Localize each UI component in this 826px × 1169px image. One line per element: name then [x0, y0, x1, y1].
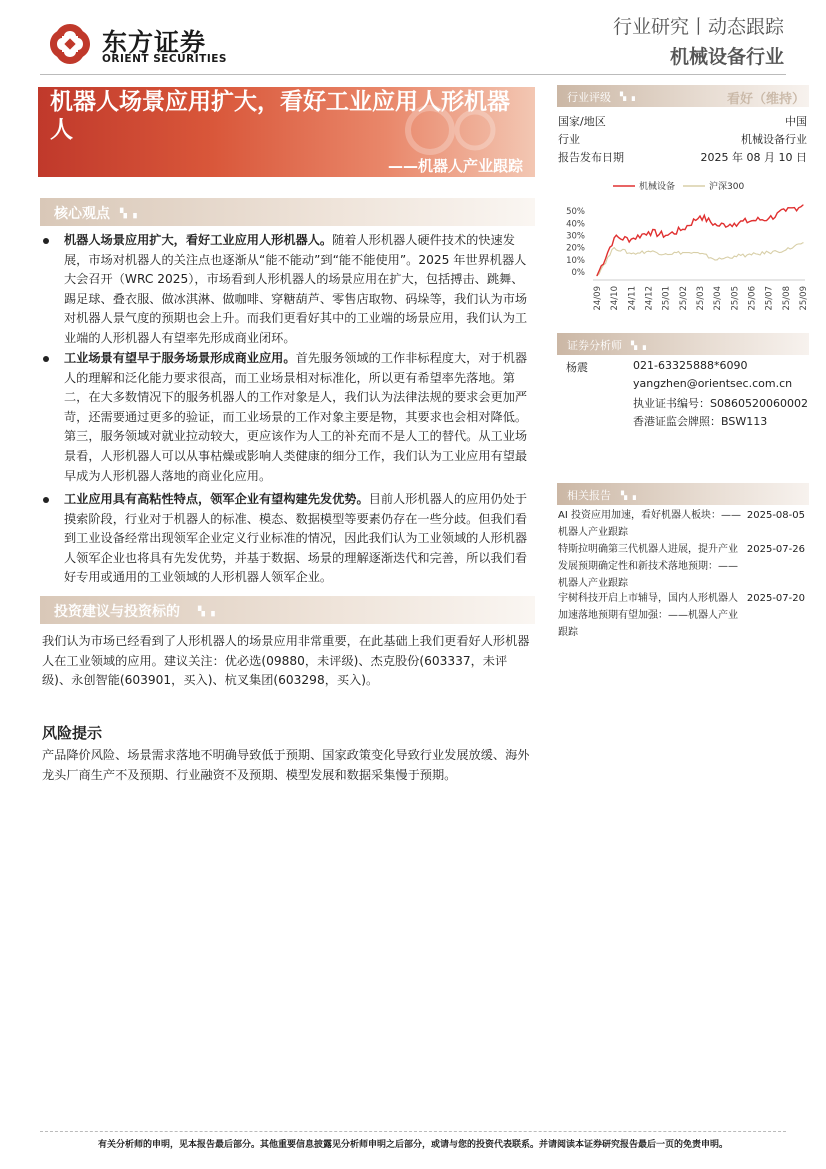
core-viewpoint-title: 核心观点	[54, 206, 110, 222]
series-line-1	[597, 243, 803, 276]
footer-disclaimer: 有关分析师的申明，见本报告最后部分。其他重要信息披露见分析师申明之后部分，或请与您的投资代表联系。并请阅读本证券研究报告最后一页的免责申明。	[97, 1140, 728, 1150]
legend-label-1: 沪深300	[709, 182, 745, 192]
data-point-0	[631, 238, 632, 239]
data-point-1	[682, 252, 683, 253]
bullet-icon	[43, 356, 49, 362]
y-tick-label: 30%	[566, 231, 585, 242]
section-dots-icon: ▚ ▗	[631, 341, 646, 350]
chart-axes	[566, 207, 809, 310]
related-report-1[interactable]	[558, 507, 748, 541]
chart-legend	[613, 180, 744, 192]
data-point-0	[802, 204, 803, 205]
section-dots-icon: ▚ ▗	[620, 92, 635, 101]
data-point-1	[665, 253, 666, 254]
data-point-0	[717, 225, 718, 226]
data-point-0	[734, 223, 735, 224]
report-subtitle: ——机器人产业跟踪	[387, 157, 523, 175]
y-tick-label: 50%	[566, 207, 585, 218]
bullet-text: 首先服务领域的工作非标程度大，对于机器人的理解和泛化能力要求很高，而工业场景相对标准化，所以更有希望率先落地。第二，在大多数情况下的服务机器人的工作对象是人，我们认为法律法规的要求会更加严苛，还需要通过更多的验证，而工业场景的工作对象主要是物，其要求也会相对降低。第三，服务领域对就业拉动较大，更应该作为人工的补充而不是人工的替代。从工业场景看，人形机器人可以从事枯燥或影响人类健康的细分工作，我们认为工业应用有望最早成为人形机器人落地的商业化应用。	[64, 351, 528, 483]
analyst-phone: 021-63325888*6090	[633, 359, 748, 372]
core-bullet-2	[64, 349, 529, 486]
investment-text: 我们认为市场已经看到了人形机器人的场景应用非常重要，在此基础上我们更看好人形机器人在工业领域的应用。建议关注：优必选(09880，未评级)、杰克股份(603337，未评级)、永创智能(603901，买入)、杭叉集团(603298，买入)。	[42, 634, 530, 688]
rating-value: 看好（维持）	[726, 92, 805, 107]
x-tick-label: 25/02	[678, 286, 689, 311]
bullet-lead: 工业场景有望早于服务场景形成商业应用。	[64, 351, 296, 365]
bullet-text: 目前人形机器人的应用仍处于摸索阶段，行业对于机器人的标准、模态、数据模型等要素仍存在一些分歧。但我们看到工业设备经常出现领军企业定义行业标准的情况，因此我们认为工业领域的人形机器人领军企业也将具有先发优势，并基于数据、场景的理解逐渐迭代和完善，所以我们看好专用或通用的工业领域的人形机器人领军企业。	[64, 492, 528, 585]
x-tick-label: 25/07	[764, 286, 775, 311]
info-value: 中国	[785, 115, 807, 128]
investment-title: 投资建议与投资标的	[54, 604, 180, 620]
header-divider	[40, 74, 786, 75]
related-date: 2025-07-26	[746, 544, 805, 555]
y-tick-label: 10%	[566, 255, 585, 266]
core-bullet-3	[64, 490, 529, 588]
analyst-title: 证券分析师	[567, 339, 622, 352]
related-report-3[interactable]	[558, 590, 748, 641]
data-point-1	[734, 256, 735, 257]
report-category: 行业研究丨动态跟踪	[612, 16, 784, 38]
footer-divider	[40, 1131, 786, 1133]
logo-chinese-name: 东方证券	[102, 28, 207, 57]
y-tick-label: 0%	[571, 267, 585, 278]
x-tick-label: 25/05	[730, 286, 741, 311]
rating-label: 行业评级	[567, 91, 611, 104]
bullet-icon	[43, 497, 49, 503]
company-logo-icon	[48, 22, 92, 66]
x-tick-label: 25/03	[696, 286, 706, 311]
analyst-name: 杨震	[566, 361, 588, 374]
data-point-1	[699, 253, 700, 254]
core-bullet-1	[64, 231, 529, 349]
x-tick-label: 25/08	[781, 286, 792, 311]
legend-label-0: 机械设备	[639, 182, 676, 192]
analyst-hk-license: 香港证监会牌照：BSW113	[633, 415, 768, 428]
data-point-1	[631, 253, 632, 254]
logo-english-name: ORIENT SECURITIES	[102, 53, 227, 65]
related-report-2[interactable]	[558, 541, 748, 592]
info-label: 报告发布日期	[558, 151, 624, 164]
x-tick-label: 25/04	[713, 286, 724, 311]
section-dots-icon: ▚ ▗	[120, 209, 137, 219]
x-tick-label: 24/12	[644, 286, 655, 311]
data-point-1	[614, 247, 615, 248]
related-line: 宇树科技开启上市辅导，国内人形机器人	[558, 593, 738, 604]
y-tick-label: 40%	[566, 219, 585, 230]
x-tick-label: 24/10	[610, 286, 621, 311]
data-point-1	[648, 251, 649, 252]
x-tick-label: 25/01	[661, 286, 672, 311]
info-label: 国家/地区	[558, 115, 606, 128]
bullet-lead: 机器人场景应用扩大，看好工业应用人形机器人。	[64, 233, 333, 247]
report-title: 机器人场景应用扩大，看好工业应用人形机器人	[50, 89, 510, 143]
performance-chart	[555, 175, 811, 320]
section-dots-icon: ▚ ▗	[198, 607, 215, 617]
data-point-0	[699, 215, 700, 216]
data-point-0	[665, 235, 666, 236]
data-point-0	[614, 237, 615, 238]
bullet-icon	[43, 238, 49, 244]
data-point-0	[768, 218, 769, 219]
data-point-1	[802, 242, 803, 243]
core-viewpoint-header	[40, 198, 535, 226]
risk-text: 产品降价风险、场景需求落地不明确导致低于预期、国家政策变化导致行业发展放缓、海外龙头厂商生产不及预期、行业融资不及预期、模型发展和数据采集慢于预期。	[42, 748, 530, 782]
info-value: 2025 年 08 月 10 日	[700, 151, 807, 164]
related-line: 机器人产业跟踪	[558, 527, 628, 538]
analyst-cert: 执业证书编号：S0860520060002	[633, 397, 808, 410]
related-line: 加速落地预期有望加强：——机器人产业	[558, 610, 738, 621]
related-line: 机器人产业跟踪	[558, 578, 628, 589]
data-point-0	[682, 229, 683, 230]
data-point-1	[717, 259, 718, 260]
data-point-1	[751, 254, 752, 255]
analyst-header	[557, 333, 809, 355]
related-line: 特斯拉明确第三代机器人进展，提升产业	[558, 544, 738, 555]
data-point-1	[768, 252, 769, 253]
x-tick-label: 25/09	[799, 286, 809, 311]
data-point-1	[785, 249, 786, 250]
related-date: 2025-08-05	[746, 510, 805, 521]
investment-header	[40, 596, 535, 624]
related-line: 跟踪	[558, 627, 578, 638]
related-header	[557, 483, 809, 505]
related-line: AI 投资应用加速，看好机器人板块：——	[558, 510, 741, 521]
data-point-0	[596, 275, 597, 276]
data-point-0	[785, 210, 786, 211]
related-date: 2025-07-20	[746, 593, 805, 604]
x-tick-label: 24/11	[627, 286, 638, 311]
bullet-text: 随着人形机器人硬件技术的快速发展，市场对机器人的关注点也逐渐从“能不能动”到“能不能使用”。2025 年世界机器人大会召开（WRC 2025），市场看到人形机器人的场景应用在扩大，包括搏击、跳舞、踢足球、叠衣服、做冰淇淋、做咖啡、穿糖葫芦、零售店取物、码垛等，我们认为市场对机器人景气度的预期也会上升。而我们更看好其中的工业端的场景应用，我们认为工业端的人形机器人有望率先形成商业闭环。	[64, 233, 528, 345]
analyst-email[interactable]: yangzhen@orientsec.com.cn	[633, 377, 793, 390]
risk-title: 风险提示	[42, 724, 103, 742]
data-point-0	[751, 220, 752, 221]
section-dots-icon: ▚ ▗	[621, 491, 636, 500]
info-value: 机械设备行业	[741, 133, 807, 146]
info-label: 行业	[558, 133, 580, 146]
data-point-0	[648, 231, 649, 232]
x-tick-label: 24/09	[593, 286, 603, 311]
industry-name: 机械设备行业	[669, 46, 784, 68]
bullet-lead: 工业应用具有高粘性特点，领军企业有望构建先发优势。	[64, 492, 369, 506]
related-line: 发展预期确定性和新技术落地预期：——	[558, 561, 738, 572]
chart-series	[596, 204, 803, 276]
y-tick-label: 20%	[566, 243, 585, 254]
related-title: 相关报告	[567, 489, 611, 502]
x-tick-label: 25/06	[747, 286, 758, 311]
